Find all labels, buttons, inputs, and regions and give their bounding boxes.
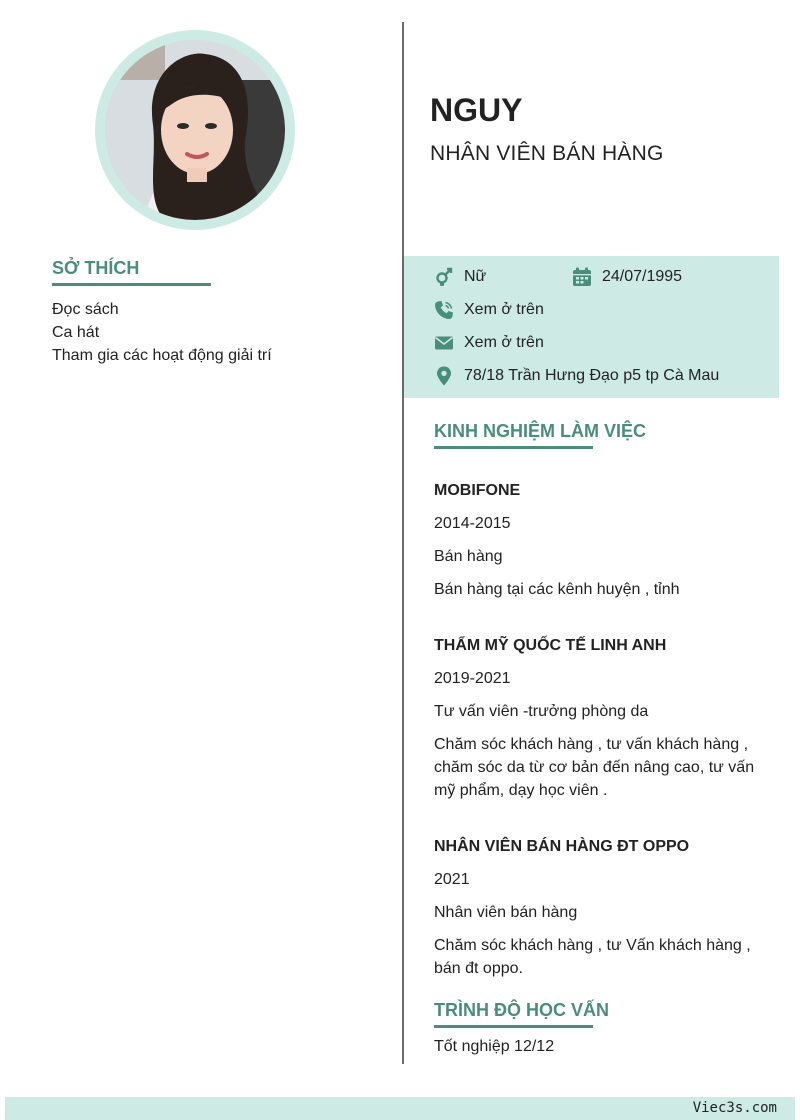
email-value: Xem ở trên [464,334,544,351]
gender-icon [434,267,454,287]
experience-title: KINH NGHIỆM LÀM VIỆC [434,421,647,441]
address-row [434,366,719,386]
avatar [105,40,285,220]
gender-row [434,267,486,287]
experience-item [434,835,774,990]
job-title: NHÂN VIÊN BÁN HÀNG [430,142,664,165]
hobby-item: Tham gia các hoạt động giải trí [52,347,272,364]
footer-bar [5,1097,795,1120]
column-divider [402,22,404,1064]
experience-period: 2019-2021 [434,670,511,687]
candidate-name: NGUY [430,92,523,128]
experience-title-underline [434,446,593,449]
contact-info-box [404,256,779,398]
experience-company: NHÂN VIÊN BÁN HÀNG ĐT OPPO [434,838,690,855]
email-row [434,333,544,353]
envelope-icon [434,333,454,353]
phone-value: Xem ở trên [464,301,544,318]
education-text: Tốt nghiệp 12/12 [434,1038,555,1055]
footer-brand: Viec3s.com [692,1100,777,1116]
calendar-icon [572,267,592,287]
experience-description: Bán hàng tại các kênh huyện , tỉnh [434,581,680,598]
map-pin-icon [434,366,454,386]
experience-item [434,634,774,812]
experience-position: Tư vấn viên -trưởng phòng da [434,703,649,720]
hobbies-list [52,298,272,367]
experience-position: Nhân viên bán hàng [434,904,578,921]
education-title-underline [434,1025,593,1028]
hobby-item: Ca hát [52,324,100,341]
phone-row [434,300,544,320]
experience-description: Chăm sóc khách hàng , tư vấn khách hàng , chăm sóc da từ cơ bản đến nâng cao, tư vấn mỹ phẩm, dạy học viên . [434,736,755,799]
experience-position: Bán hàng [434,548,503,565]
hobbies-header [52,258,211,286]
education-header [434,1000,609,1028]
birthday-value: 24/07/1995 [602,268,683,285]
experience-header [434,421,646,449]
experience-company: MOBIFONE [434,482,521,499]
hobbies-title-underline [52,283,211,286]
experience-description: Chăm sóc khách hàng , tư Vấn khách hàng , bán đt oppo. [434,937,751,977]
experience-period: 2014-2015 [434,515,511,532]
birthday-row [572,267,682,287]
hobbies-title: SỞ THÍCH [52,258,140,278]
portrait-illustration [105,40,285,220]
education-title: TRÌNH ĐỘ HỌC VẤN [434,1000,609,1020]
experience-company: THẨM MỸ QUỐC TẾ LINH ANH [434,637,667,654]
hobby-item: Đọc sách [52,301,119,318]
experience-item [434,479,774,611]
phone-icon [434,300,454,320]
gender-value: Nữ [464,268,487,285]
avatar-ring [95,30,295,230]
address-value: 78/18 Trần Hưng Đạo p5 tp Cà Mau [464,367,720,384]
experience-period: 2021 [434,871,470,888]
